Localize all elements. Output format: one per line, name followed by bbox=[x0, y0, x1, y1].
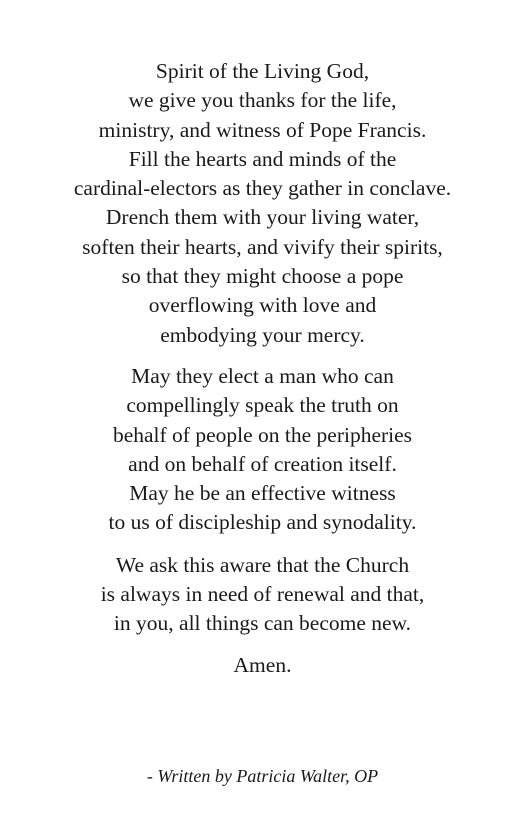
amen-line: Amen. bbox=[233, 652, 292, 677]
prayer-line: embodying your mercy. bbox=[160, 322, 365, 347]
prayer-line: ministry, and witness of Pope Francis. bbox=[98, 117, 427, 142]
prayer-line: to us of discipleship and synodality. bbox=[108, 510, 417, 535]
prayer-line: in you, all things can become new. bbox=[113, 611, 412, 636]
prayer-line: and on behalf of creation itself. bbox=[128, 451, 397, 476]
prayer-line: overflowing with love and bbox=[148, 293, 377, 318]
prayer-line: May he be an effective witness bbox=[129, 481, 396, 506]
prayer-line: Fill the hearts and minds of the bbox=[128, 146, 397, 171]
amen-stanza bbox=[0, 651, 525, 680]
stanza-2 bbox=[0, 362, 525, 538]
stanza-3 bbox=[0, 551, 525, 639]
attribution: - Written by Patricia Walter, OP bbox=[146, 766, 379, 786]
prayer-line: We ask this aware that the Church bbox=[115, 552, 410, 577]
prayer-line: we give you thanks for the life, bbox=[128, 88, 397, 113]
prayer-line: soften their hearts, and vivify their spirits, bbox=[82, 234, 443, 259]
prayer-line: behalf of people on the peripheries bbox=[112, 422, 413, 447]
prayer-line: Drench them with your living water, bbox=[105, 205, 420, 230]
prayer-text bbox=[0, 57, 525, 680]
prayer-line: May they elect a man who can bbox=[131, 363, 394, 388]
prayer-line: so that they might choose a pope bbox=[121, 264, 404, 289]
prayer-line: compellingly speak the truth on bbox=[126, 393, 399, 418]
prayer-line: cardinal-electors as they gather in conclave. bbox=[73, 176, 452, 201]
prayer-line: Spirit of the Living God, bbox=[155, 59, 370, 83]
stanza-1 bbox=[0, 57, 525, 350]
prayer-line: is always in need of renewal and that, bbox=[100, 582, 425, 607]
